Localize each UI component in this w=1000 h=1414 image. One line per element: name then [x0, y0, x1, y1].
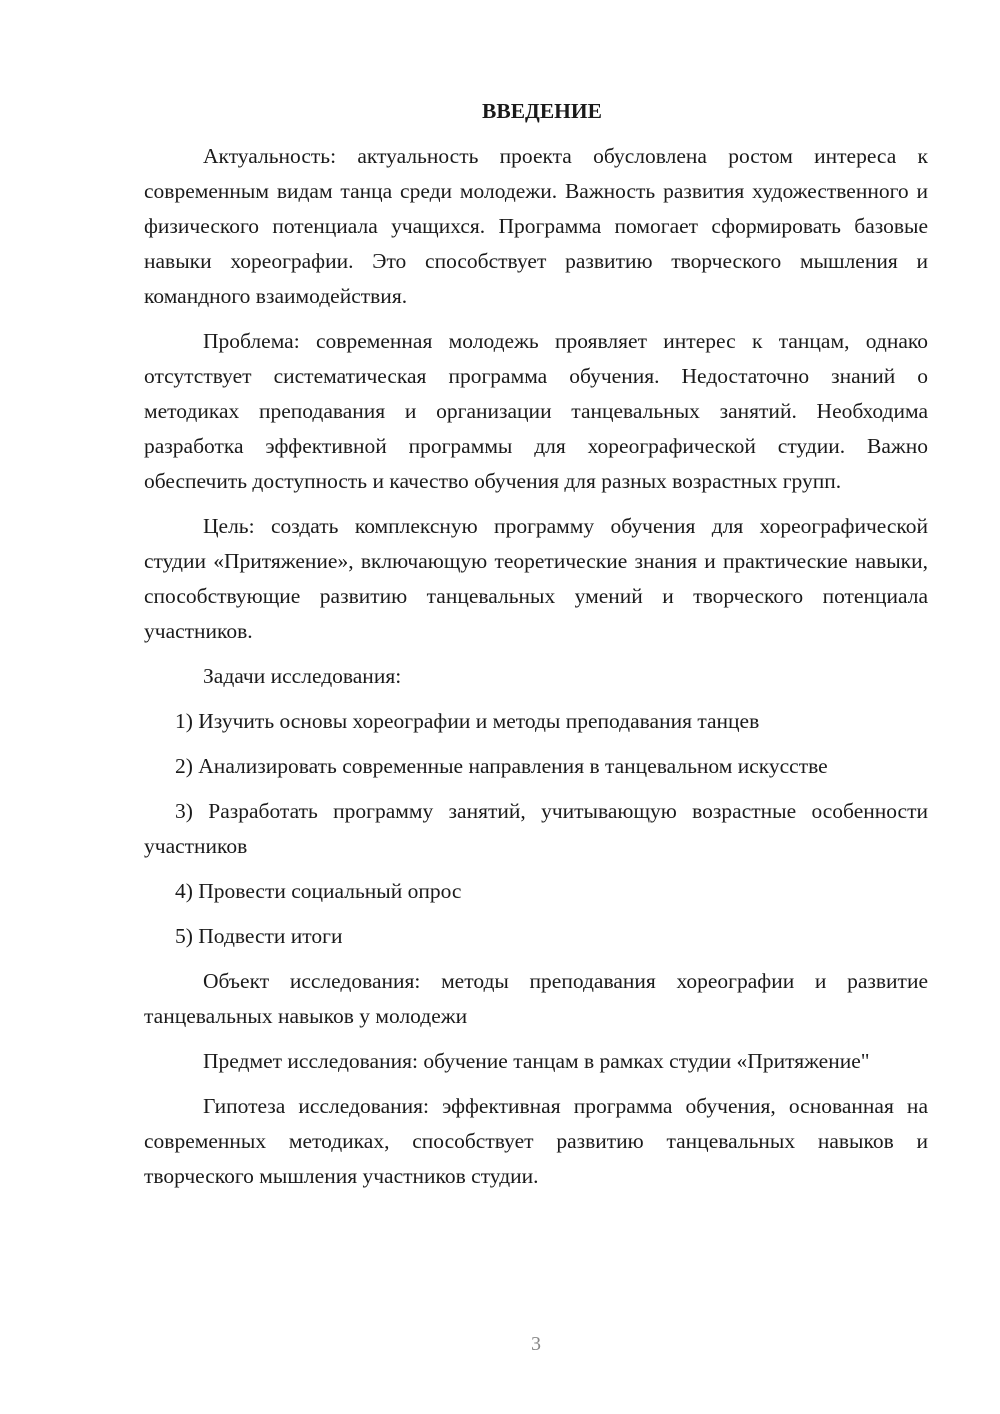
subject-paragraph: Предмет исследования: обучение танцам в рамках студии «Притяжение": [203, 1049, 870, 1073]
object-paragraph: Объект исследования: методы преподавания хореографии и развитие танцевальных навыков у молодежи: [144, 969, 928, 1028]
problem-paragraph: Проблема: современная молодежь проявляет интерес к танцам, однако отсутствует систематическая программа обучения. Недостаточно знаний о методиках преподавания и организации танцевальных занятий. Необходима разработка эффективной программы для хореографической студии. Важно обеспечить доступность и качество обучения для разных возрастных групп.: [144, 329, 928, 493]
hypothesis-paragraph: Гипотеза исследования: эффективная программа обучения, основанная на современных методиках, способствует развитию танцевальных навыков и творческого мышления участников студии.: [144, 1094, 928, 1188]
list-item: 4) Провести социальный опрос: [175, 879, 462, 903]
list-item: 2) Анализировать современные направления в танцевальном искусстве: [175, 754, 828, 778]
tasks-list: [144, 704, 928, 954]
list-item: 1) Изучить основы хореографии и методы преподавания танцев: [175, 709, 760, 733]
goal-paragraph: Цель: создать комплексную программу обучения для хореографической студии «Притяжение», включающую теоретические знания и практические навыки, способствующие развитию танцевальных умений и творческого потенциала участников.: [144, 514, 928, 643]
page-title: ВВЕДЕНИЕ: [482, 99, 602, 123]
document-page: [144, 96, 928, 1204]
tasks-heading: Задачи исследования:: [203, 664, 402, 688]
page-number: 3: [531, 1333, 541, 1355]
relevance-paragraph: Актуальность: актуальность проекта обусловлена ростом интереса к современным видам танца среди молодежи. Важность развития художественного и физического потенциала учащихся. Программа помогает сформировать базовые навыки хореографии. Это способствует развитию творческого мышления и командного взаимодействия.: [144, 144, 928, 308]
list-item: 5) Подвести итоги: [175, 924, 343, 948]
list-item: 3) Разработать программу занятий, учитывающую возрастные особенности участников: [144, 799, 928, 858]
